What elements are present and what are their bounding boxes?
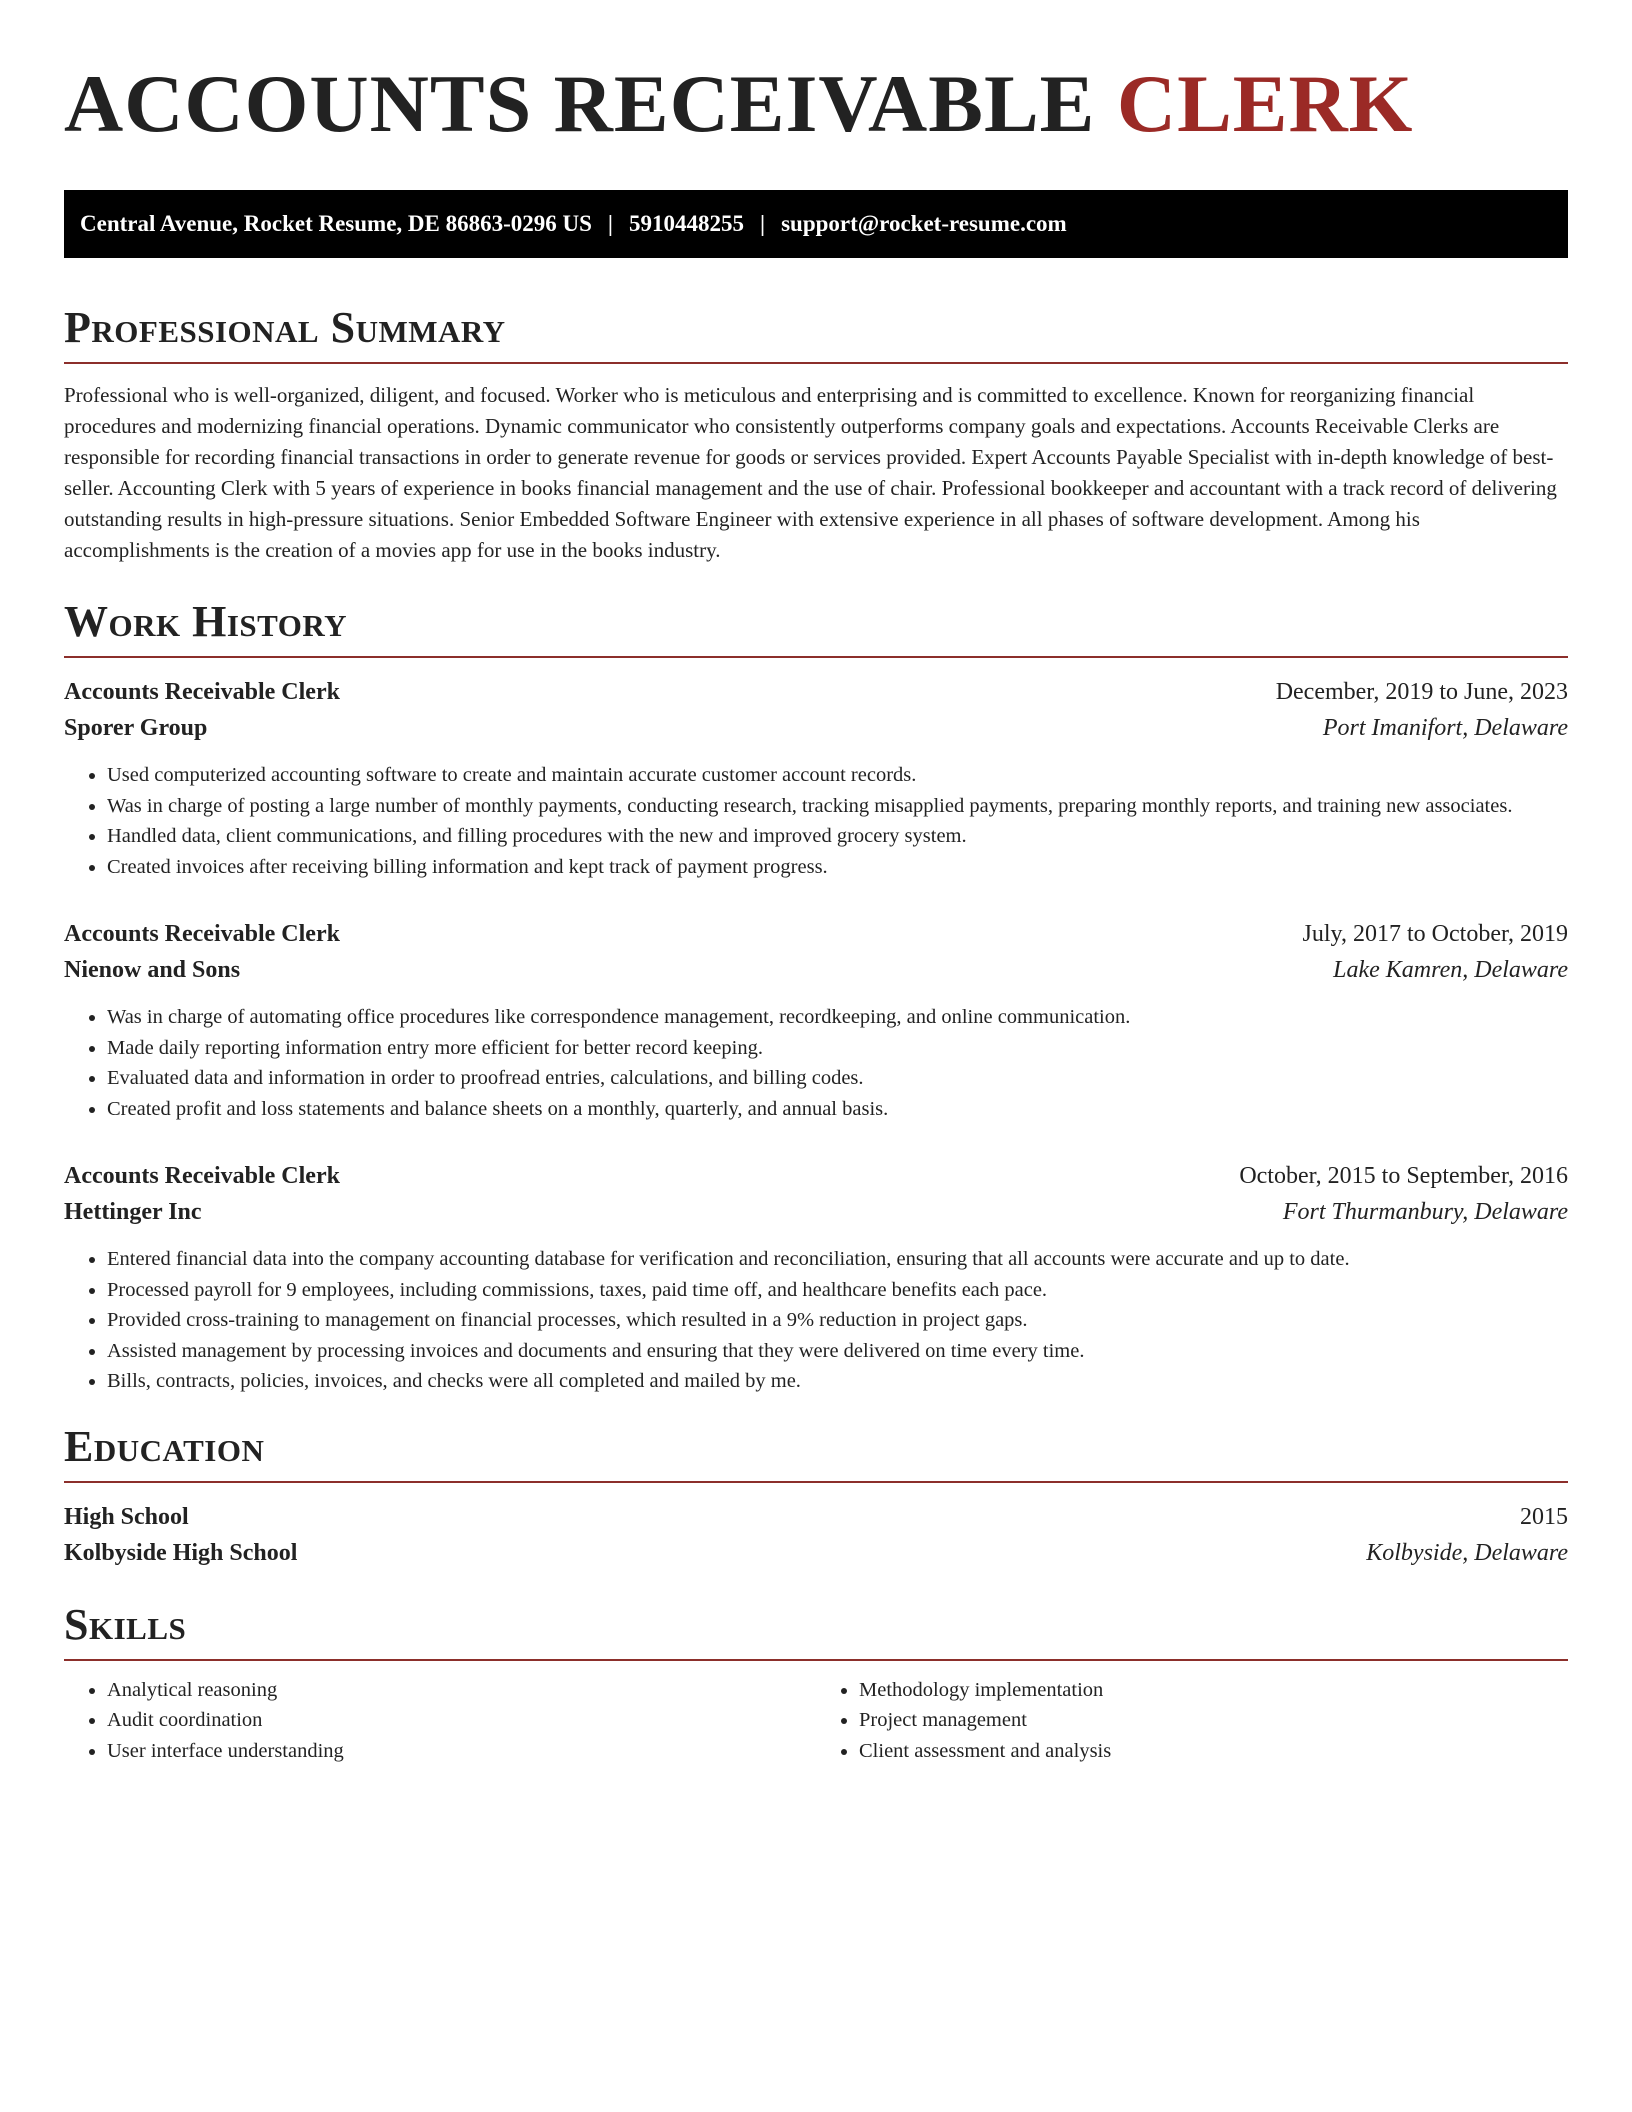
job-location: Lake Kamren, Delaware bbox=[1333, 957, 1568, 983]
job-dates: October, 2015 to September, 2016 bbox=[1239, 1163, 1568, 1189]
job-bullet: • Bills, contracts, policies, invoices, and checks were all completed and mailed by me. bbox=[107, 1366, 1568, 1397]
job-title: Accounts Receivable Clerk bbox=[64, 1163, 340, 1189]
resume-title bbox=[64, 0, 1568, 150]
job-bullet: • Used computerized accounting software to create and maintain accurate customer account records. bbox=[107, 760, 1568, 791]
summary-section bbox=[64, 302, 1568, 566]
skills-section bbox=[64, 1599, 1568, 1767]
job-header-row bbox=[64, 1158, 1568, 1194]
section-divider bbox=[64, 1481, 1568, 1483]
education-school-row bbox=[64, 1535, 1568, 1571]
education-entry bbox=[64, 1499, 1568, 1571]
job-bullets bbox=[64, 1244, 1568, 1397]
section-divider bbox=[64, 362, 1568, 364]
job-bullet: • Entered financial data into the company accounting database for verification and reconciliation, ensuring that all accounts were accurate and up to date. bbox=[107, 1244, 1568, 1275]
job-bullet: • Created invoices after receiving billing information and kept track of payment progress. bbox=[107, 852, 1568, 883]
contact-bar bbox=[64, 190, 1568, 258]
title-main: ACCOUNTS RECEIVABLE bbox=[64, 58, 1096, 149]
education-heading: Education bbox=[64, 1421, 265, 1471]
summary-text: Professional who is well-organized, diligent, and focused. Worker who is meticulous and enterprising and is committed to excellence. Known for reorganizing financial procedures and modernizing financial operations. Dynamic communicator who consistently outperforms company goals and expectations. Accounts Receivable Clerks are responsible for recording financial transactions in order to generate revenue for goods or services provided. Expert Accounts Payable Specialist with in-depth knowledge of best-seller. Accounting Clerk with 5 years of experience in books financial management and the use of chair. Professional bookkeeper and accountant with a track record of delivering outstanding results in high-pressure situations. Senior Embedded Software Engineer with extensive experience in all phases of software development. Among his accomplishments is the creation of a movies app for use in the books industry. bbox=[64, 383, 1557, 562]
skill-item: • Client assessment and analysis bbox=[859, 1736, 1568, 1767]
skill-item: • Project management bbox=[859, 1705, 1568, 1736]
job-company: Nienow and Sons bbox=[64, 957, 241, 983]
job-company: Sporer Group bbox=[64, 715, 208, 741]
skills-left-list bbox=[64, 1675, 816, 1767]
job-bullet: • Assisted management by processing invoices and documents and ensuring that they were delivered on time every time. bbox=[107, 1336, 1568, 1367]
job-title: Accounts Receivable Clerk bbox=[64, 921, 340, 947]
job-entry bbox=[64, 674, 1568, 882]
skill-item: • User interface understanding bbox=[107, 1736, 816, 1767]
job-dates: December, 2019 to June, 2023 bbox=[1275, 679, 1568, 705]
contact-separator: | bbox=[607, 211, 613, 236]
contact-email: support@rocket-resume.com bbox=[781, 211, 1067, 236]
job-bullet: • Was in charge of automating office procedures like correspondence management, recordkeeping, and online communication. bbox=[107, 1002, 1568, 1033]
job-bullet: • Evaluated data and information in order to proofread entries, calculations, and billing codes. bbox=[107, 1063, 1568, 1094]
job-location: Port Imanifort, Delaware bbox=[1322, 715, 1568, 741]
education-location: Kolbyside, Delaware bbox=[1366, 1539, 1568, 1566]
job-entry bbox=[64, 916, 1568, 1124]
job-bullet: • Provided cross-training to management on financial processes, which resulted in a 9% reduction in project gaps. bbox=[107, 1305, 1568, 1336]
contact-phone: 5910448255 bbox=[629, 211, 744, 236]
title-accent: CLERK bbox=[1116, 58, 1414, 149]
job-bullet: • Was in charge of posting a large number of monthly payments, conducting research, tracking misapplied payments, preparing monthly reports, and training new associates. bbox=[107, 791, 1568, 822]
education-school: Kolbyside High School bbox=[64, 1539, 298, 1566]
section-divider bbox=[64, 656, 1568, 658]
job-bullet: • Made daily reporting information entry more efficient for better record keeping. bbox=[107, 1033, 1568, 1064]
contact-separator: | bbox=[760, 211, 766, 236]
skills-columns bbox=[64, 1675, 1568, 1767]
job-company-row bbox=[64, 710, 1568, 746]
skills-heading: Skills bbox=[64, 1599, 187, 1649]
skill-item: • Audit coordination bbox=[107, 1705, 816, 1736]
contact-address: Central Avenue, Rocket Resume, DE 86863-0296 US bbox=[80, 211, 592, 236]
skill-item: • Analytical reasoning bbox=[107, 1675, 816, 1706]
job-dates: July, 2017 to October, 2019 bbox=[1302, 921, 1568, 947]
work-history-heading: Work History bbox=[64, 597, 348, 646]
job-bullet: • Processed payroll for 9 employees, including commissions, taxes, paid time off, and healthcare benefits each pace. bbox=[107, 1275, 1568, 1306]
education-degree: High School bbox=[64, 1503, 189, 1530]
job-header-row bbox=[64, 674, 1568, 710]
work-history-section bbox=[64, 596, 1568, 1397]
job-location: Fort Thurmanbury, Delaware bbox=[1282, 1199, 1568, 1225]
job-company: Hettinger Inc bbox=[64, 1199, 202, 1225]
section-divider bbox=[64, 1659, 1568, 1661]
job-bullet: • Created profit and loss statements and balance sheets on a monthly, quarterly, and annual basis. bbox=[107, 1094, 1568, 1125]
education-header-row bbox=[64, 1499, 1568, 1535]
job-entry bbox=[64, 1158, 1568, 1397]
job-bullets bbox=[64, 1002, 1568, 1124]
skills-right-list bbox=[816, 1675, 1568, 1767]
job-header-row bbox=[64, 916, 1568, 952]
job-bullet: • Handled data, client communications, and filling procedures with the new and improved grocery system. bbox=[107, 821, 1568, 852]
skill-item: • Methodology implementation bbox=[859, 1675, 1568, 1706]
job-title: Accounts Receivable Clerk bbox=[64, 679, 340, 705]
education-section bbox=[64, 1421, 1568, 1571]
job-bullets bbox=[64, 760, 1568, 882]
job-company-row bbox=[64, 952, 1568, 988]
job-company-row bbox=[64, 1194, 1568, 1230]
education-year: 2015 bbox=[1520, 1503, 1568, 1530]
summary-heading: Professional Summary bbox=[64, 303, 506, 352]
